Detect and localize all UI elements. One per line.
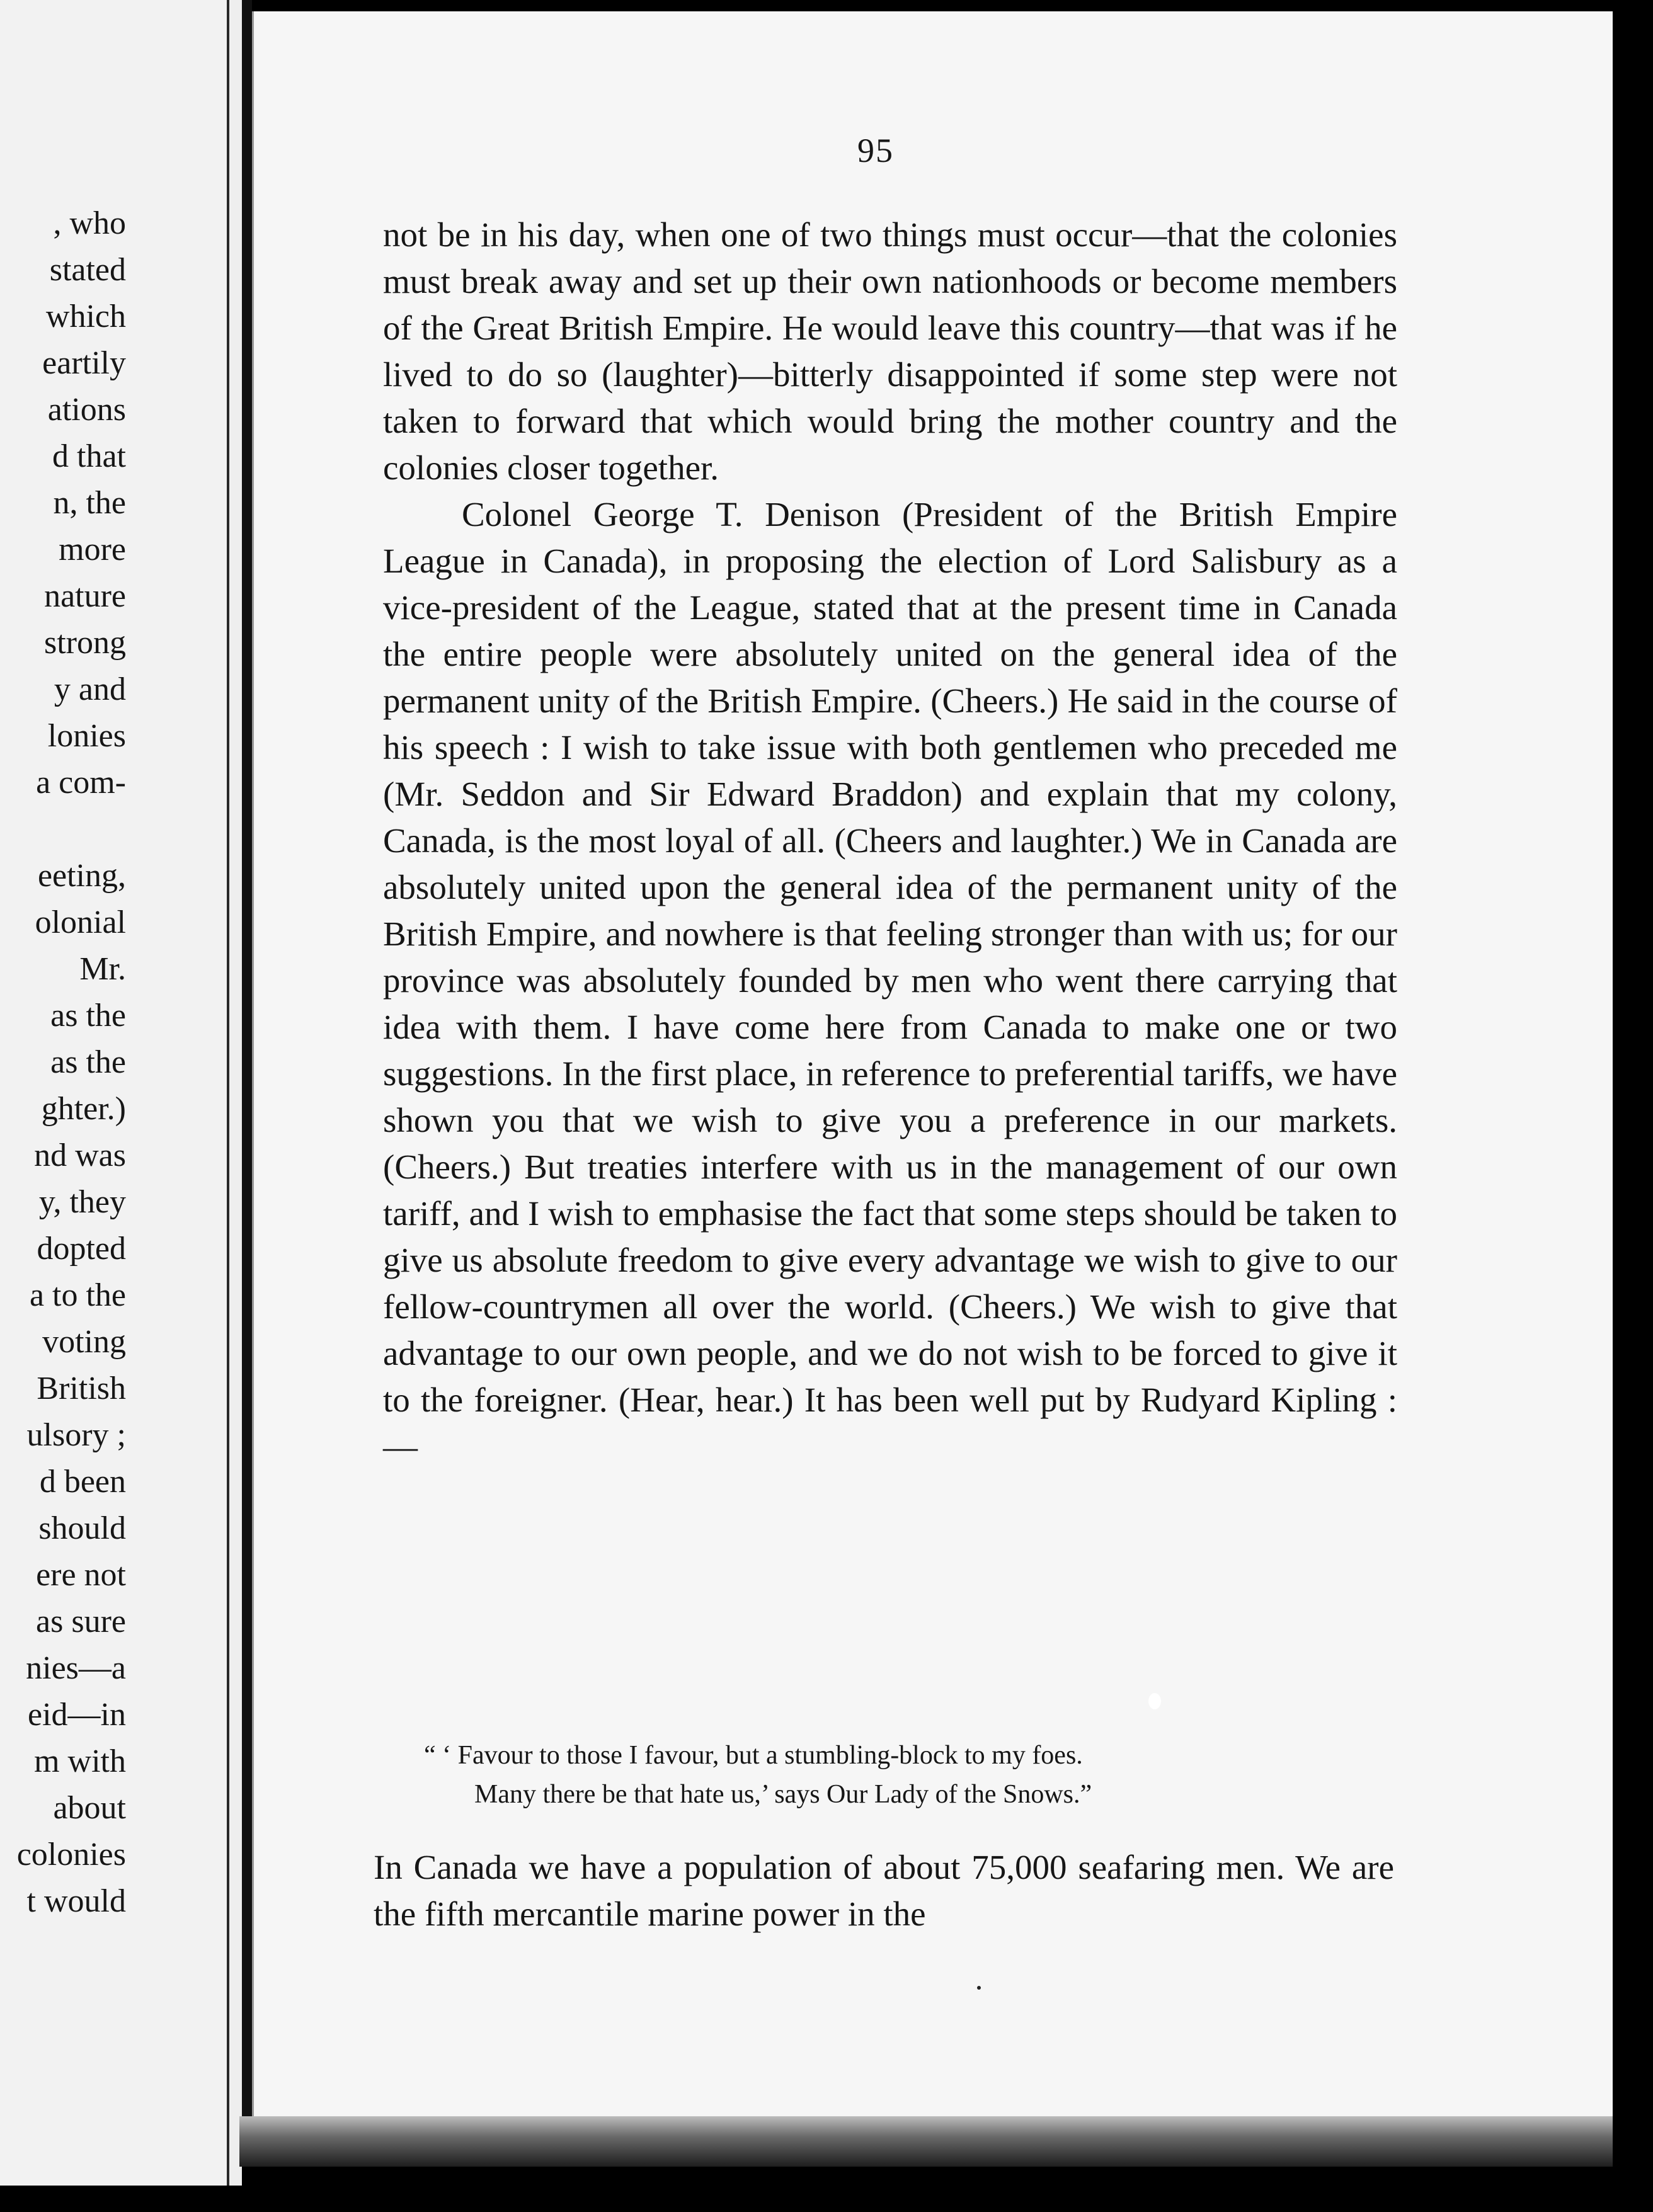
- left-line: m with: [34, 1743, 126, 1779]
- left-line: y, they: [38, 1184, 126, 1220]
- left-line: voting: [42, 1324, 126, 1360]
- left-line: ations: [47, 392, 126, 428]
- binding-shadow: [242, 0, 252, 2167]
- left-line: dopted: [37, 1231, 126, 1267]
- left-line: ghter.): [41, 1091, 126, 1127]
- closing-paragraph: In Canada we have a population of about 75,000 seafaring men. We are the fifth mercantile marine power in the: [374, 1848, 1394, 1933]
- quote-line: Many there be that hate us,’ says Our Lady of the Snows.”: [474, 1780, 1092, 1809]
- left-line: stated: [49, 252, 126, 288]
- book-gutter: [227, 0, 242, 2186]
- left-line: eartily: [42, 345, 126, 381]
- left-line: t would: [26, 1883, 126, 1919]
- left-line: a to the: [29, 1277, 126, 1313]
- paragraph: not be in his day, when one of two things must occur—that the colonies must break away and set up their own nationhoods or become members of the Great British Empire. He would leave this country—that was if he lived to do so (laughter)—bitterly disappointed if some step were not taken to forward that which would bring the mother country and the colonies closer together.: [383, 215, 1397, 487]
- left-line: n, the: [53, 485, 126, 521]
- left-line: nature: [44, 578, 126, 614]
- left-line: Mr.: [79, 951, 126, 987]
- left-line: about: [53, 1790, 126, 1826]
- left-line: colonies: [16, 1837, 126, 1873]
- left-line: strong: [44, 625, 126, 661]
- left-line: [17, 806, 126, 853]
- left-line: , who: [53, 205, 126, 241]
- left-line: should: [38, 1510, 126, 1546]
- left-line: British: [37, 1371, 126, 1406]
- left-page-text: [17, 200, 126, 1925]
- left-line: ulsory ;: [26, 1417, 126, 1453]
- right-page: [252, 11, 1613, 2121]
- left-page: [0, 0, 227, 2186]
- left-line: eeting,: [37, 858, 126, 894]
- left-line: d been: [39, 1464, 126, 1500]
- left-line: nies—a: [26, 1650, 126, 1686]
- ink-dot: [977, 1986, 981, 1990]
- left-line: d that: [52, 438, 126, 474]
- left-line: more: [59, 532, 126, 567]
- left-line: olonial: [35, 904, 126, 940]
- page-edge-shadow: [239, 2116, 1632, 2167]
- body-text: [383, 212, 1397, 1470]
- left-line: as the: [50, 1044, 126, 1080]
- left-line: which: [45, 299, 126, 334]
- block-quote: [424, 1736, 1375, 1814]
- left-line: a com-: [36, 765, 126, 801]
- left-line: lonies: [47, 718, 126, 754]
- paragraph: Colonel George T. Denison (President of the British Empire League in Canada), in proposing the election of Lord Salisbury as a vice-president of the League, stated that at the present time in Canada the entire people were absolutely united on the general idea of the permanent unity of the British Empire. (Cheers.) He said in the course of his speech : I wish to take issue with both gentlemen who preceded me (Mr. Seddon and Sir Edward Braddon) and explain that my colony, Canada, is the most loyal of all. (Cheers and laughter.) We in Canada are absolutely united upon the general idea of the permanent unity of the British Empire, and nowhere is that feeling stronger than with us; for our province was absolutely founded by men who went there carrying that idea with them. I have come here from Canada to make one or two suggestions. In the first place, in reference to preferential tariffs, we have shown you that we wish to give you a preference in our markets. (Cheers.) But treaties interfere with us in the management of our own tariff, and I wish to emphasise the fact that some steps should be taken to give us absolute freedom to give every advantage we wish to give to our fellow-countrymen all over the world. (Cheers.) We wish to give that advantage to our own people, and we do not wish to be forced to give it to the foreigner. (Hear, hear.) It has been well put by Rudyard Kipling :—: [383, 495, 1397, 1466]
- left-line: ere not: [36, 1557, 126, 1593]
- page-number: 95: [857, 132, 894, 169]
- left-line: as sure: [36, 1604, 126, 1639]
- left-line: as the: [50, 998, 126, 1034]
- quote-line: “ ‘ Favour to those I favour, but a stumbling-block to my foes.: [424, 1741, 1083, 1770]
- scan-border: [1613, 0, 1653, 2212]
- paper-speck: [1148, 1693, 1161, 1709]
- left-line: y and: [54, 671, 126, 707]
- left-line: eid—in: [28, 1697, 126, 1733]
- left-line: nd was: [34, 1137, 126, 1173]
